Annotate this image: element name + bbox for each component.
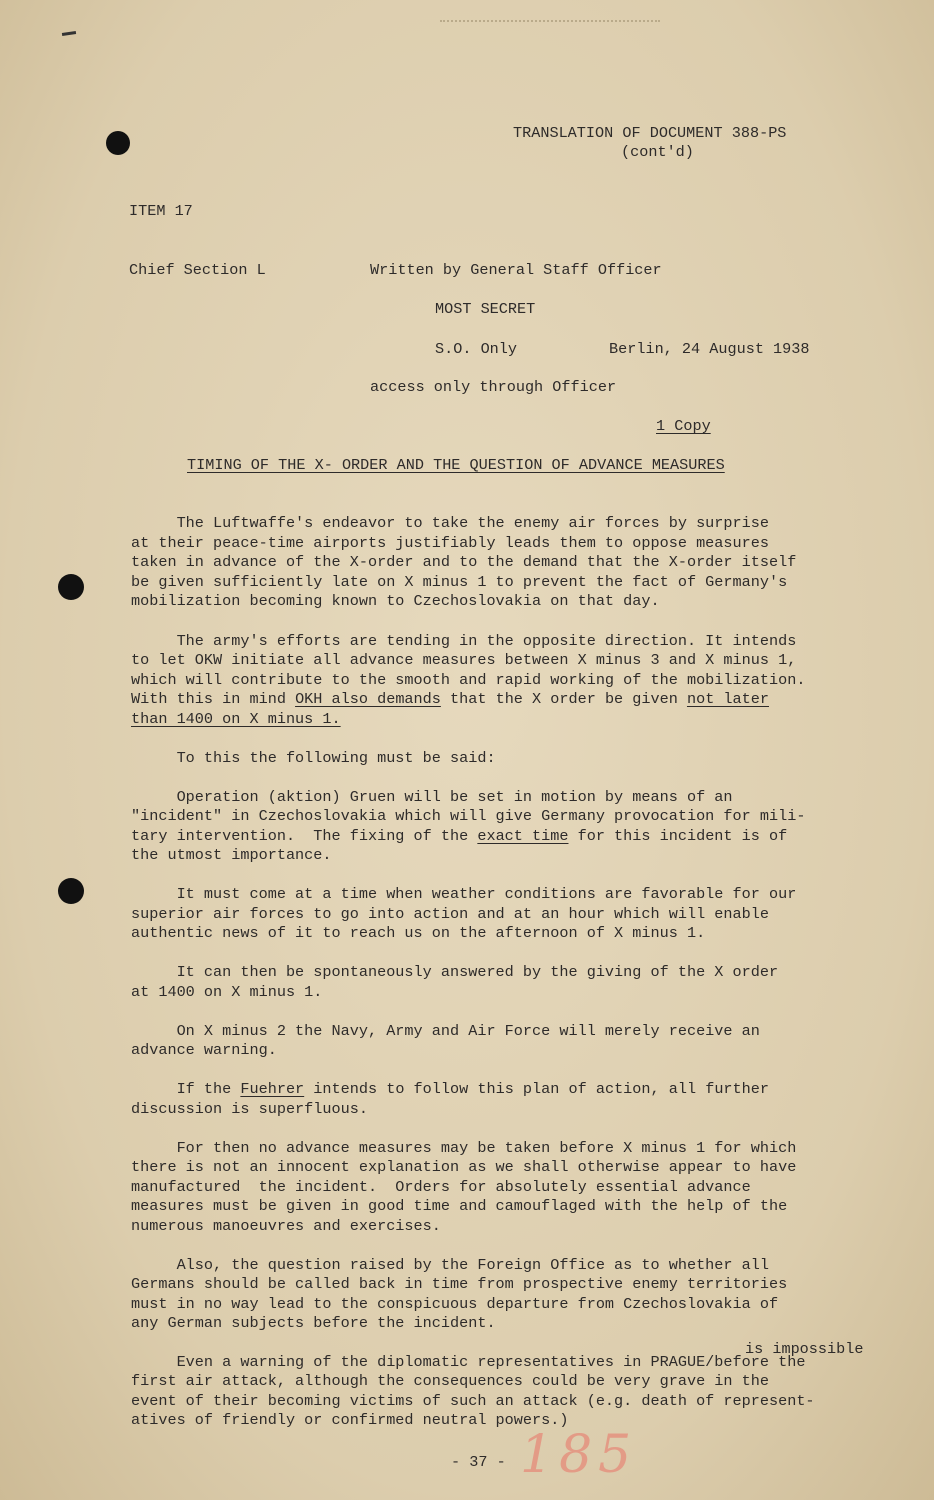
paragraph-line: The army's efforts are tending in the opposite direction. It intends (131, 632, 797, 650)
paragraph-line: Even a warning of the diplomatic representatives in PRAGUE/before the (131, 1353, 806, 1371)
paragraph-line: be given sufficiently late on X minus 1 to prevent the fact of Germany's (131, 573, 788, 591)
paragraph-line: It can then be spontaneously answered by the giving of the X order (131, 963, 779, 981)
paragraph-line: On X minus 2 the Navy, Army and Air Force will merely receive an (131, 1022, 760, 1040)
paragraph-line: the utmost importance. (131, 846, 332, 864)
scan-mark (62, 31, 76, 36)
paragraph-line: atives of friendly or confirmed neutral powers.) (131, 1411, 569, 1429)
paragraph-line: To this the following must be said: (131, 749, 496, 767)
paragraph-line: at their peace-time airports justifiably leads them to oppose measures (131, 534, 769, 552)
document-heading: TIMING OF THE X- ORDER AND THE QUESTION OF ADVANCE MEASURES (187, 456, 725, 474)
underlined-phrase: Fuehrer (240, 1080, 305, 1098)
document-title-continued: (cont'd) (621, 143, 694, 161)
paragraph-line: Operation (aktion) Gruen will be set in motion by means of an (131, 788, 733, 806)
paragraph-line: superior air forces to go into action and at an hour which will enable (131, 905, 769, 923)
underlined-phrase: exact time (477, 827, 569, 845)
paragraph-line: any German subjects before the incident. (131, 1314, 496, 1332)
so-only: S.O. Only (435, 340, 518, 358)
paragraph-line: measures must be given in good time and camouflaged with the help of the (131, 1197, 788, 1215)
paragraph-line: there is not an innocent explanation as we shall otherwise appear to have (131, 1158, 797, 1176)
paragraph-line: The Luftwaffe's endeavor to take the enemy air forces by surprise (131, 514, 769, 532)
place-date: Berlin, 24 August 1938 (609, 340, 810, 358)
written-by: Written by General Staff Officer (370, 261, 662, 279)
copy-count: 1 Copy (656, 417, 711, 435)
chief-section: Chief Section L (129, 261, 266, 279)
punch-hole (58, 878, 84, 904)
paragraph-line: must in no way lead to the conspicuous departure from Czechoslovakia of (131, 1295, 779, 1313)
paragraph-line: tary intervention. The fixing of the exact time for this incident is of (131, 827, 788, 845)
underlined-phrase: than 1400 on X minus 1. (131, 710, 341, 728)
paragraph-line: "incident" in Czechoslovakia which will give Germany provocation for mili- (131, 807, 806, 825)
paragraph-line: event of their becoming victims of such an attack (e.g. death of represent- (131, 1392, 815, 1410)
insertion-note: is impossible (745, 1340, 864, 1358)
paragraph-line: Germans should be called back in time from prospective enemy territories (131, 1275, 788, 1293)
paragraph-line: mobilization becoming known to Czechoslovakia on that day. (131, 592, 660, 610)
handwritten-page-number: 185 (520, 1425, 638, 1485)
scan-artifact (440, 20, 660, 24)
underlined-phrase: not later (686, 690, 769, 708)
paragraph-line: at 1400 on X minus 1. (131, 983, 323, 1001)
paragraph-line: For then no advance measures may be taken before X minus 1 for which (131, 1139, 797, 1157)
paragraph-line: which will contribute to the smooth and rapid working of the mobilization. (131, 671, 806, 689)
paragraph-line: taken in advance of the X-order and to the demand that the X-order itself (131, 553, 797, 571)
paragraph-line: If the Fuehrer intends to follow this plan of action, all further (131, 1080, 770, 1098)
page-number: - 37 - (451, 1453, 506, 1471)
access-note: access only through Officer (370, 378, 617, 396)
paragraph-line: It must come at a time when weather conditions are favorable for our (131, 885, 797, 903)
paragraph-line: to let OKW initiate all advance measures between X minus 3 and X minus 1, (131, 651, 797, 669)
item-label: ITEM 17 (129, 202, 193, 220)
document-title: TRANSLATION OF DOCUMENT 388-PS (513, 124, 787, 142)
paragraph-line: Also, the question raised by the Foreign Office as to whether all (131, 1256, 769, 1274)
paragraph-line: discussion is superfluous. (131, 1100, 368, 1118)
punch-hole (58, 574, 84, 600)
paragraph-line: numerous manoeuvres and exercises. (131, 1217, 441, 1235)
classification: MOST SECRET (435, 300, 536, 318)
paragraph-line: first air attack, although the consequences could be very grave in the (131, 1372, 769, 1390)
underlined-phrase: OKH also demands (295, 690, 441, 708)
paragraph-line: authentic news of it to reach us on the afternoon of X minus 1. (131, 924, 706, 942)
paragraph-line: With this in mind OKH also demands that the X order be given not later (131, 690, 769, 708)
paragraph-line: manufactured the incident. Orders for absolutely essential advance (131, 1178, 751, 1196)
punch-hole (106, 131, 130, 155)
paragraph-line: advance warning. (131, 1041, 277, 1059)
